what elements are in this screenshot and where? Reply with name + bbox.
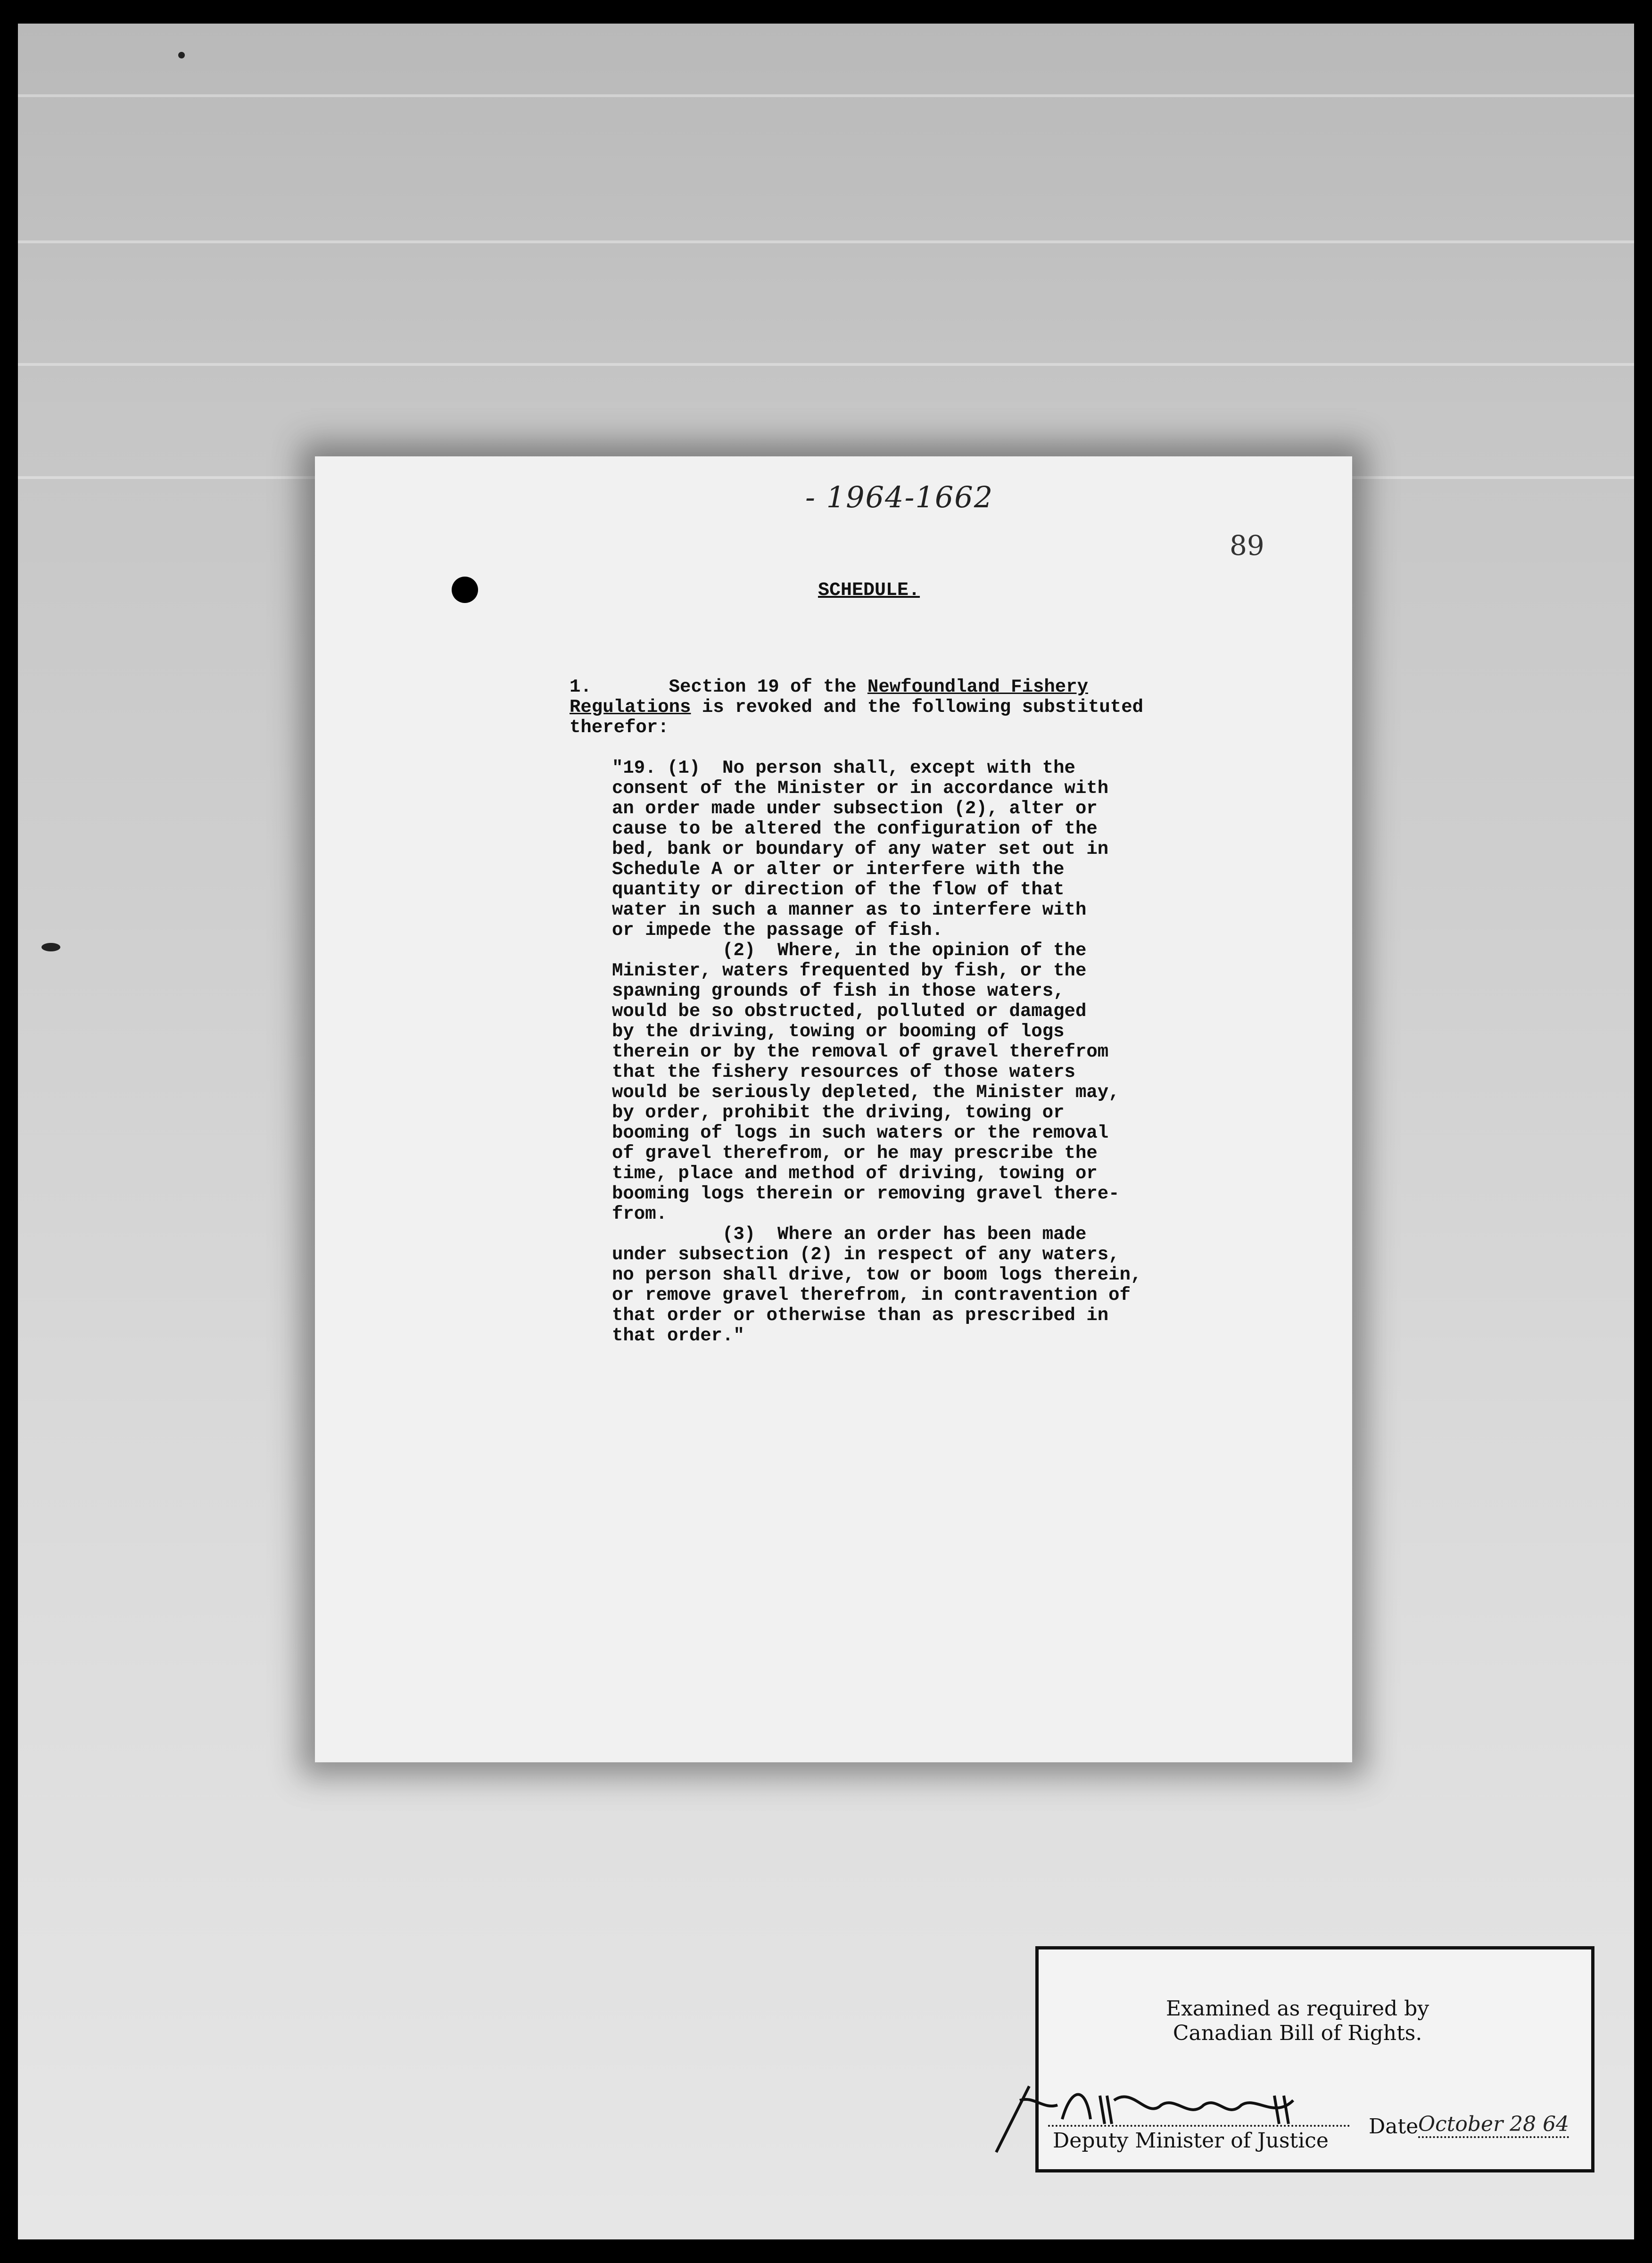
regulations-name-line2: Regulations — [570, 697, 691, 718]
page-number: 89 — [1230, 529, 1264, 562]
page-title: SCHEDULE. — [818, 580, 920, 601]
signer-role: Deputy Minister of Justice — [1053, 2129, 1329, 2153]
section-19-text: "19. (1) No person shall, except with the consent of the Minister or in accordance with an order made under subsection (2), alter or cause to be altered the configuration of the bed, bank or boundary of any water set out in Schedule A or alter or interfere with the quantity or direction of the flow of that water in such a manner as to interfere with or impede the passage of fish. (2) Where, in the opinion of the Minister, waters frequented by fish, or the spawning grounds of fish in those waters, would be so obstructed, polluted or damaged by the driving, towing or booming of logs therein or by the removal of gravel therefrom that the fishery resources of those waters would be seriously depleted, the Minister may, by order, prohibit the driving, towing or booming of logs in such waters or the removal of gravel therefrom, or he may prescribe the time, place and method of driving, towing or booming logs therein or removing gravel there- from. (3) Where an order has been made under subsection (2) in respect of any waters, no person shall drive, tow or boom logs therein, or remove gravel therefrom, in contravention of that order or otherwise than as prescribed in that order." — [612, 758, 1142, 1346]
stamp-line-2: Canadian Bill of Rights. — [1173, 2021, 1422, 2045]
stamp-line-1: Examined as required by — [1166, 1997, 1429, 2021]
intro-paragraph — [570, 677, 1143, 738]
date-label: Date — [1369, 2114, 1419, 2139]
date-value: October 28 64 — [1418, 2112, 1569, 2138]
punch-hole — [452, 577, 478, 603]
stamp-text — [1166, 1997, 1429, 2046]
regulations-name-line1: Newfoundland Fishery — [867, 677, 1088, 697]
signature-line — [1048, 2125, 1350, 2127]
handwritten-number: - 1964-1662 — [805, 480, 994, 514]
intro-text-therefor: therefor: — [570, 717, 669, 738]
intro-text-end: is revoked and the following substituted — [691, 697, 1144, 718]
intro-number: 1. — [570, 677, 592, 697]
scanned-background — [18, 24, 1634, 2239]
intro-text-start: Section 19 of the — [669, 677, 867, 697]
bill-of-rights-stamp — [1035, 1946, 1594, 2172]
document-page — [315, 456, 1569, 2153]
